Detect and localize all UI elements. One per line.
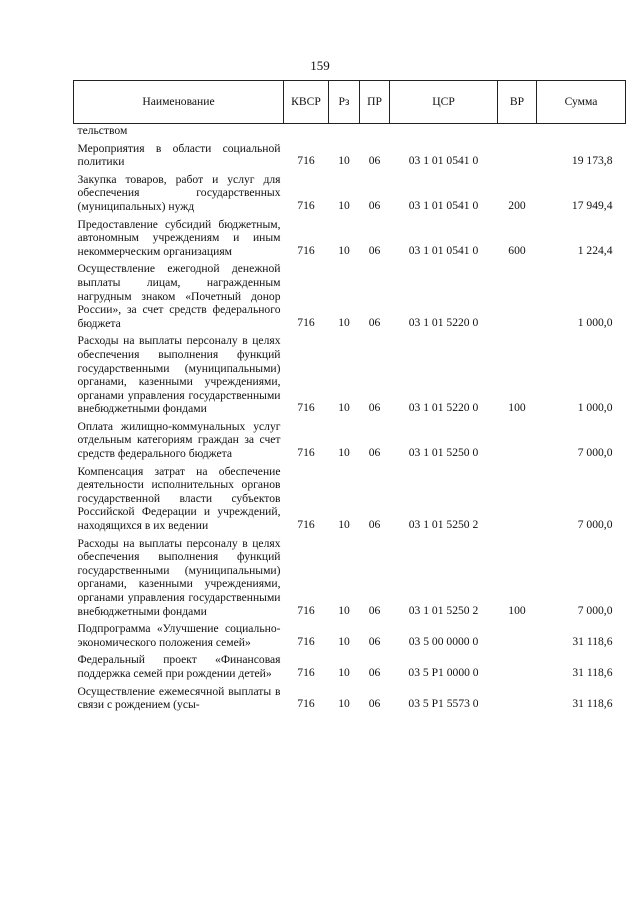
header-name: Наименование <box>74 81 284 124</box>
row-kvsr: 716 <box>297 446 315 460</box>
row-pr: 06 <box>368 697 381 711</box>
row-sum: 31 118,6 <box>572 634 613 648</box>
row-csr: 03 5 P1 0000 0 <box>408 665 479 679</box>
row-name-text: Федеральный проект «Финансовая поддержка семей при рождении детей» <box>77 653 281 680</box>
table-row <box>74 533 626 619</box>
header-vr: ВР <box>498 81 537 124</box>
row-pr: 06 <box>368 518 381 532</box>
row-name <box>74 258 284 330</box>
row-pr: 06 <box>368 401 381 415</box>
row-name <box>74 618 284 649</box>
row-name-text: Мероприятия в области социальной политики <box>77 141 281 169</box>
row-name <box>74 681 284 712</box>
row-csr: 03 1 01 5250 2 <box>408 518 479 532</box>
row-rz: 10 <box>338 315 350 329</box>
table-header <box>74 81 626 124</box>
row-kvsr: 716 <box>297 634 315 648</box>
row-name <box>74 214 284 259</box>
row-rz: 10 <box>338 518 350 532</box>
row-vr <box>498 258 537 330</box>
table-row <box>74 416 626 461</box>
row-name-text: Предоставление субсидий бюджетным, автономным учреждениям и иным некоммерческим организациям <box>77 217 281 258</box>
header-kvsr: КВСР <box>284 81 329 124</box>
row-sum: 19 173,8 <box>571 154 613 168</box>
row-sum: 17 949,4 <box>571 198 613 212</box>
row-name <box>74 138 284 169</box>
budget-table <box>73 80 626 712</box>
row-csr: 03 5 P1 5573 0 <box>408 697 479 711</box>
row-sum: 1 000,0 <box>577 401 613 415</box>
row-vr <box>498 138 537 169</box>
row-csr: 03 1 01 5250 0 <box>408 446 479 460</box>
table-row <box>74 214 626 259</box>
row-csr: 03 1 01 0541 0 <box>408 243 479 257</box>
row-kvsr: 716 <box>297 697 315 711</box>
row-name-text: Закупка товаров, работ и услуг для обеспечения государственных (муниципальных) нужд <box>77 172 281 213</box>
header-csr: ЦСР <box>390 81 498 124</box>
row-name-text: Компенсация затрат на обеспечение деятельности исполнительных органов государственной власти субъектов Российской Федерации и учреждений, находящихся в их ведении <box>77 464 281 533</box>
row-csr: 03 1 01 5250 2 <box>408 603 479 617</box>
table-row <box>74 461 626 533</box>
row-vr: 100 <box>508 401 526 415</box>
row-kvsr: 716 <box>297 154 315 168</box>
row-rz: 10 <box>338 446 350 460</box>
row-pr: 06 <box>368 665 381 679</box>
row-vr <box>498 681 537 712</box>
table-row <box>74 138 626 169</box>
row-sum: 31 118,6 <box>572 665 613 679</box>
row-rz: 10 <box>338 154 350 168</box>
row-name <box>74 330 284 416</box>
row-vr <box>498 461 537 533</box>
row-name-text: Расходы на выплаты персоналу в целях обеспечения выполнения функций государственными (муниципальными) органами, казенными учреждениями, органами управления государственными внебюджетными фондами <box>77 334 281 416</box>
row-pr: 06 <box>368 154 381 168</box>
row-kvsr: 716 <box>297 243 315 257</box>
row-csr: 03 1 01 5220 0 <box>408 401 479 415</box>
row-csr: 03 1 01 0541 0 <box>408 198 479 212</box>
table-row <box>74 649 626 680</box>
row-vr: 100 <box>508 603 526 617</box>
header-sum: Сумма <box>537 81 626 124</box>
page-number: 159 <box>310 58 330 73</box>
row-rz: 10 <box>338 634 350 648</box>
row-name-text: Подпрограмма «Улучшение социально-экономического положения семей» <box>77 622 281 649</box>
row-kvsr: 716 <box>297 401 315 415</box>
row-kvsr: 716 <box>297 603 315 617</box>
row-sum: 1 000,0 <box>577 315 613 329</box>
row-pr: 06 <box>368 603 381 617</box>
table-row <box>74 169 626 214</box>
table-row <box>74 258 626 330</box>
row-pr: 06 <box>368 198 381 212</box>
row-csr: 03 1 01 5220 0 <box>408 315 479 329</box>
header-rz: Рз <box>329 81 360 124</box>
row-vr: 600 <box>508 243 526 257</box>
continuation-row <box>74 124 626 138</box>
row-pr: 06 <box>368 243 381 257</box>
row-name-text: Осуществление ежемесячной выплаты в связи с рождением (усы- <box>77 684 281 712</box>
continuation-text: тельством <box>77 124 128 137</box>
row-vr <box>498 649 537 680</box>
row-vr: 200 <box>508 198 526 212</box>
row-name <box>74 461 284 533</box>
row-name <box>74 416 284 461</box>
row-pr: 06 <box>368 446 381 460</box>
table-row <box>74 681 626 712</box>
row-sum: 7 000,0 <box>577 446 613 460</box>
row-kvsr: 716 <box>297 315 315 329</box>
row-rz: 10 <box>338 243 350 257</box>
row-vr <box>498 416 537 461</box>
row-name <box>74 533 284 619</box>
row-sum: 1 224,4 <box>577 243 613 257</box>
row-rz: 10 <box>338 697 350 711</box>
table-row <box>74 330 626 416</box>
header-pr: ПР <box>360 81 390 124</box>
row-rz: 10 <box>338 401 350 415</box>
row-rz: 10 <box>338 665 350 679</box>
row-name-text: Осуществление ежегодной денежной выплаты лицам, награжденным нагрудным знаком «Почетный донор России», за счет средств федерального бюджета <box>77 262 281 330</box>
row-name <box>74 649 284 680</box>
row-kvsr: 716 <box>297 518 315 532</box>
row-sum: 7 000,0 <box>577 603 613 617</box>
row-rz: 10 <box>338 603 350 617</box>
row-kvsr: 716 <box>297 665 315 679</box>
row-csr: 03 1 01 0541 0 <box>408 154 479 168</box>
row-csr: 03 5 00 0000 0 <box>408 634 479 648</box>
row-kvsr: 716 <box>297 198 315 212</box>
row-name-text: Расходы на выплаты персоналу в целях обеспечения выполнения функций государственными (муниципальными) органами, казенными учреждениями, органами управления государственными внебюджетными фондами <box>77 536 281 618</box>
row-pr: 06 <box>368 634 381 648</box>
row-name <box>74 169 284 214</box>
row-name-text: Оплата жилищно-коммунальных услуг отдельным категориям граждан за счет средств федерального бюджета <box>77 419 281 461</box>
row-vr <box>498 618 537 649</box>
row-sum: 31 118,6 <box>572 697 613 711</box>
table-row <box>74 618 626 649</box>
row-pr: 06 <box>368 315 381 329</box>
row-sum: 7 000,0 <box>577 518 613 532</box>
row-rz: 10 <box>338 198 350 212</box>
table-body <box>74 124 626 712</box>
